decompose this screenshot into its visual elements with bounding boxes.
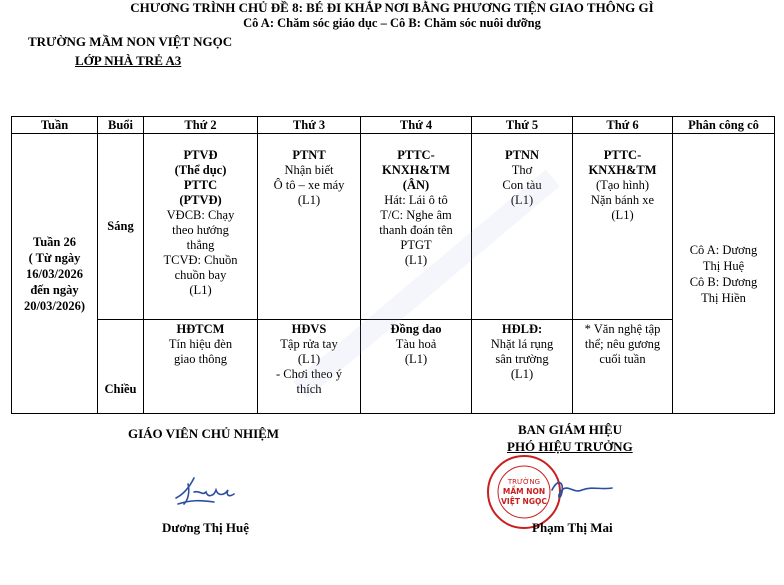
activity-line: PTNT	[292, 148, 326, 162]
cell-tue-afternoon	[258, 320, 361, 414]
activity-line: (ÂN)	[402, 178, 430, 192]
activity-line: PTTC-	[397, 148, 435, 162]
week-line: đến ngày	[30, 282, 79, 297]
activity-line: cuối tuần	[599, 352, 646, 366]
activity-line: Tập rửa tay	[280, 337, 338, 351]
activity-line: Tín hiệu đèn	[168, 337, 233, 351]
assign-line: Thị Huệ	[702, 258, 745, 273]
activity-line: VĐCB: Chạy	[166, 208, 235, 222]
assign-line: Thị Hiền	[701, 290, 746, 305]
program-title: CHƯƠNG TRÌNH CHỦ ĐỀ 8: BÉ ĐI KHẮP NƠI BẰNG PHƯƠNG TIỆN GIAO THÔNG GÌ	[130, 0, 654, 15]
col-header-thu: Thứ 5	[472, 117, 573, 134]
morning-row	[12, 134, 775, 320]
activity-line: Nhận biết	[284, 163, 334, 177]
activity-line: PTGT	[400, 238, 432, 252]
col-header-session: Buổi	[98, 117, 144, 134]
activity-line: thể; nêu gương	[584, 337, 661, 351]
board-subtitle: PHÓ HIỆU TRƯỞNG	[507, 439, 633, 454]
assignment-cell	[673, 134, 775, 414]
col-header-fri: Thứ 6	[573, 117, 673, 134]
activity-line: theo hướng	[172, 223, 229, 237]
cell-fri-afternoon	[573, 320, 673, 414]
activity-line: * Văn nghệ tập	[584, 322, 661, 336]
col-header-week: Tuần	[12, 117, 98, 134]
week-line: 20/03/2026)	[23, 298, 86, 313]
activity-line: thẳng	[186, 238, 215, 252]
teacher-signature	[170, 470, 250, 510]
cell-thu-afternoon	[472, 320, 573, 414]
week-cell	[12, 134, 98, 414]
cell-fri-morning	[573, 134, 673, 320]
week-line: 16/03/2026	[26, 266, 83, 281]
activity-line: (Tạo hình)	[595, 178, 650, 192]
activity-line: thanh đoán tên	[379, 223, 453, 237]
activity-line: (PTVĐ)	[179, 193, 222, 207]
schedule-table	[11, 116, 775, 414]
stamp-line1: TRƯỜNG	[507, 478, 541, 486]
activity-line: Nặn bánh xe	[590, 193, 655, 207]
activity-line: (L1)	[189, 283, 212, 297]
stamp-line2: MẦM NON	[502, 487, 546, 496]
activity-line: thích	[296, 382, 322, 396]
col-header-wed: Thứ 4	[361, 117, 472, 134]
activity-line: (L1)	[510, 193, 534, 207]
activity-line: Ô tô – xe máy	[273, 178, 345, 192]
board-name: Phạm Thị Mai	[532, 520, 613, 535]
activity-line: PTTC	[183, 178, 218, 192]
activity-line: Tàu hoả	[395, 337, 437, 351]
cell-mon-morning	[144, 134, 258, 320]
activity-line: (L1)	[404, 253, 428, 267]
activity-line: (L1)	[404, 352, 428, 366]
session-morning: Sáng	[98, 134, 144, 320]
activity-line: KNXH&TM	[588, 163, 657, 177]
cell-wed-afternoon	[361, 320, 472, 414]
activity-line: giao thông	[173, 352, 228, 366]
assign-line: Cô A: Dương	[689, 242, 758, 257]
activity-line: Nhặt lá rụng	[490, 337, 554, 351]
session-afternoon: Chiều	[98, 320, 144, 414]
activity-line: PTVĐ	[183, 148, 218, 162]
activity-line: Hát: Lái ô tô	[384, 193, 448, 207]
activity-line: chuồn bay	[174, 268, 227, 282]
col-header-mon: Thứ 2	[144, 117, 258, 134]
program-subtitle: Cô A: Chăm sóc giáo dục – Cô B: Chăm sóc nuôi dưỡng	[243, 16, 541, 30]
col-header-assign: Phân công cô	[673, 117, 775, 134]
activity-line: PTNN	[504, 148, 540, 162]
col-header-tue: Thứ 3	[258, 117, 361, 134]
week-line: Tuần 26	[33, 234, 76, 249]
activity-line: T/C: Nghe âm	[380, 208, 452, 222]
activity-line: - Chơi theo ý	[276, 367, 342, 381]
teacher-title: GIÁO VIÊN CHỦ NHIỆM	[128, 426, 280, 441]
board-title: BAN GIÁM HIỆU	[518, 422, 623, 437]
activity-line: HĐLĐ:	[501, 322, 543, 336]
activity-line: (L1)	[510, 367, 534, 381]
afternoon-row	[12, 320, 775, 414]
teacher-name: Dương Thị Huệ	[162, 520, 250, 535]
activity-line: (L1)	[297, 193, 321, 207]
stamp-line3: VIỆT NGỌC	[501, 497, 547, 506]
school-name: TRƯỜNG MẦM NON VIỆT NGỌC	[28, 34, 233, 49]
cell-tue-morning	[258, 134, 361, 320]
activity-line: PTTC-	[603, 148, 642, 162]
cell-mon-afternoon	[144, 320, 258, 414]
assign-line: Cô B: Dương	[689, 274, 758, 289]
activity-line: Thơ	[511, 163, 533, 177]
activity-line: HĐTCM	[176, 322, 225, 336]
activity-line: HĐVS	[291, 322, 327, 336]
activity-line: Con tàu	[502, 178, 542, 192]
class-name: LỚP NHÀ TRẺ A3	[75, 53, 182, 68]
cell-thu-morning	[472, 134, 573, 320]
activity-line: (L1)	[297, 352, 321, 366]
week-line: ( Từ ngày	[28, 250, 81, 265]
activity-line: TCVĐ: Chuồn	[163, 253, 238, 267]
cell-wed-morning	[361, 134, 472, 320]
activity-line: sân trường	[495, 352, 549, 366]
activity-line: (L1)	[611, 208, 634, 222]
activity-line: KNXH&TM	[381, 163, 451, 177]
header-row	[12, 117, 775, 134]
activity-line: Đồng dao	[390, 322, 442, 336]
activity-line: (Thể dục)	[174, 163, 227, 177]
